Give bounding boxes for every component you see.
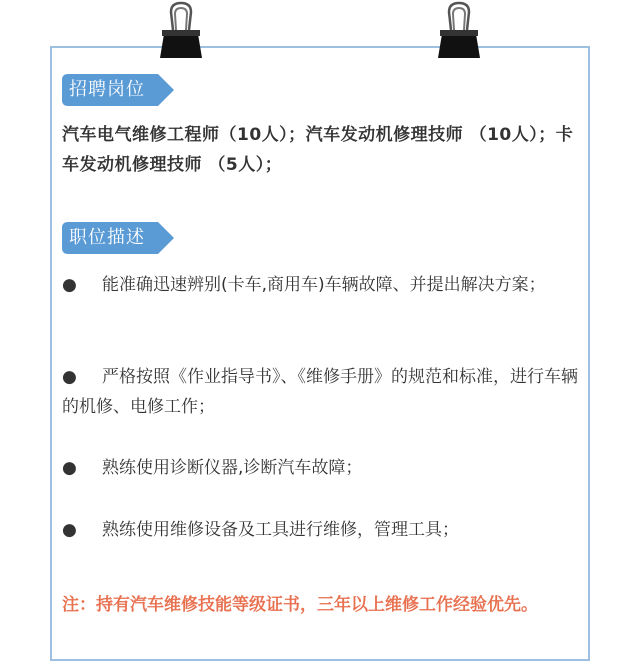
bullet-dot-icon: ● [62, 275, 77, 295]
list-item [62, 453, 580, 483]
list-item-text: 能准确迅速辨别(卡车,商用车)车辆故障、并提出解决方案； [102, 275, 546, 295]
requirement-note: 注：持有汽车维修技能等级证书，三年以上维修工作经验优先。 [62, 595, 538, 615]
bullet-dot-icon: ● [62, 367, 77, 387]
section-tag-positions [62, 74, 174, 106]
list-item-text: 严格按照《作业指导书》、《维修手册》的规范和标准，进行车辆的机修、电修工作； [62, 367, 578, 417]
list-item [62, 362, 580, 422]
bullet-dot-icon: ● [62, 458, 77, 478]
section-tag-label: 招聘岗位 [69, 79, 145, 100]
bullet-dot-icon: ● [62, 520, 77, 540]
list-item [62, 270, 580, 300]
positions-text: 汽车电气维修工程师（10人）；汽车发动机修理技师 （10人）；卡车发动机修理技师 （5人）； [62, 125, 574, 175]
binder-clip-icon [436, 0, 482, 58]
section-tag-description [62, 222, 174, 254]
list-item-text: 熟练使用诊断仪器,诊断汽车故障； [102, 458, 363, 478]
binder-clip-icon [158, 0, 204, 58]
list-item [62, 515, 580, 545]
list-item-text: 熟练使用维修设备及工具进行维修，管理工具； [102, 520, 459, 540]
section-tag-label: 职位描述 [69, 227, 145, 248]
